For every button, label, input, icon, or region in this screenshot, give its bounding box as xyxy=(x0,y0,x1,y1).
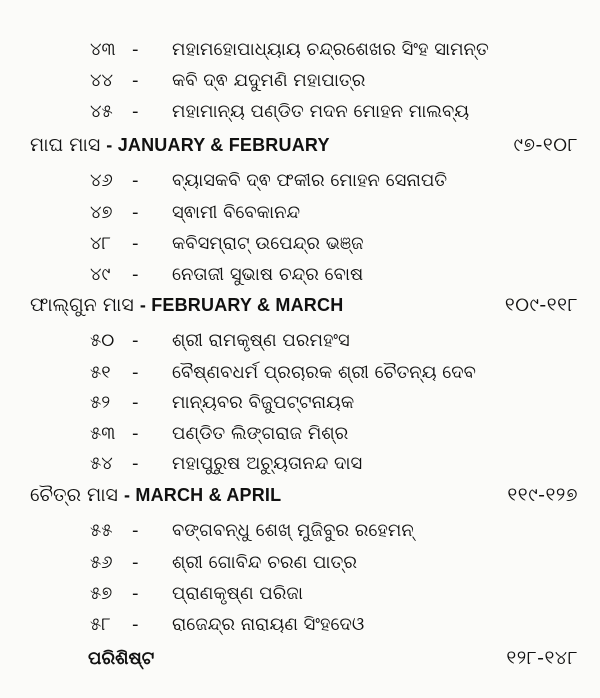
entry-dash: - xyxy=(132,519,139,541)
section-title-odia: ଚୈତ୍ର ମାସ xyxy=(30,484,118,506)
entry-dash: - xyxy=(132,201,139,223)
entry-number: ୫୨ xyxy=(90,391,111,413)
entry-number: ୪୬ xyxy=(90,169,113,191)
entry-title: ମହାପୁରୁଷ ଅଚ୍ୟୁତାନନ୍ଦ ଦାସ xyxy=(172,452,363,474)
entry-number: ୪୩ xyxy=(90,38,116,60)
section-page-range: ୧୧୯-୧୨୭ xyxy=(507,484,578,506)
entry-number: ୫୧ xyxy=(90,361,111,383)
entry-title: ବୈଷ୍ଣବଧର୍ମ ପ୍ରଚାରକ ଶ୍ରୀ ଚୈତନ୍ୟ ଦେବ xyxy=(172,361,476,383)
entry-number: ୪୭ xyxy=(90,201,113,223)
toc-entry xyxy=(90,324,350,356)
entry-dash: - xyxy=(132,361,139,383)
entry-dash: - xyxy=(132,391,139,413)
entry-title: ନେତାଜୀ ସୁଭାଷ ଚନ୍ଦ୍ର ବୋଷ xyxy=(172,263,364,285)
entry-title: ପ୍ରାଣକୃଷ୍ଣ ପରିଜା xyxy=(172,582,303,604)
toc-entry xyxy=(90,356,476,388)
section-title-odia: ଫାଲ୍‌ଗୁନ ମାସ xyxy=(30,294,134,316)
entry-dash: - xyxy=(132,100,139,122)
entry-dash: - xyxy=(132,169,139,191)
section-title-english: - JANUARY & FEBRUARY xyxy=(106,135,330,155)
toc-entry xyxy=(90,546,357,578)
entry-number: ୫୫ xyxy=(90,519,113,541)
entry-title: କବିସମ୍ରାଟ୍ ଉପେନ୍ଦ୍ର ଭଞ୍ଜ xyxy=(172,232,364,254)
entry-title: ବ୍ୟାସକବି ଦ୍ଵ ଫକୀର ମୋହନ ସେନାପତି xyxy=(172,169,448,191)
toc-entry xyxy=(90,164,447,196)
toc-entry xyxy=(90,447,362,479)
section-page-range: ୯୭-୧୦୮ xyxy=(513,134,578,156)
appendix-page-range: ୧୨୮-୧୪୮ xyxy=(506,647,578,669)
entry-title: ଶ୍ରୀ ଗୋବିନ୍ଦ ଚରଣ ପାତ୍ର xyxy=(172,551,358,573)
entry-dash: - xyxy=(132,263,139,285)
toc-entry xyxy=(90,64,365,96)
section-heading-phalguna xyxy=(30,287,578,323)
entry-title: ମହାମାନ୍ୟ ପଣ୍ଡିତ ମଦନ ମୋହନ ମାଲବ୍ୟ xyxy=(172,100,470,122)
entry-number: ୪୫ xyxy=(90,100,113,122)
entry-title: ଶ୍ରୀ ରାମକୃଷ୍ଣ ପରମହଂସ xyxy=(172,329,350,351)
entry-dash: - xyxy=(132,582,139,604)
toc-entry xyxy=(90,386,354,418)
entry-title: କବି ଦ୍ଵ ଯଦୁମଣି ମହାପାତ୍ର xyxy=(172,69,366,91)
entry-dash: - xyxy=(132,69,139,91)
entry-dash: - xyxy=(132,422,139,444)
entry-dash: - xyxy=(132,38,139,60)
section-title-english: - FEBRUARY & MARCH xyxy=(139,295,344,315)
entry-number: ୪୪ xyxy=(90,69,114,91)
entry-dash: - xyxy=(132,551,139,573)
section-title xyxy=(30,484,281,506)
entry-title: ମହାମହୋପାଧ୍ୟାୟ ଚନ୍ଦ୍ରଶେଖର ସିଂହ ସାମନ୍ତ xyxy=(172,38,489,60)
entry-title: ବଙ୍ଗବନ୍ଧୁ ଶେଖ୍ ମୁଜିବୁର ରହେମନ୍ xyxy=(172,519,414,541)
appendix-row xyxy=(88,640,578,676)
section-title xyxy=(30,294,343,316)
toc-entry xyxy=(90,514,414,546)
entry-title: ରାଜେନ୍ଦ୍ର ନାରାୟଣ ସିଂହଦେଓ xyxy=(172,613,365,635)
toc-entry xyxy=(90,577,303,609)
entry-title: ସ୍ଵାମୀ ବିବେକାନନ୍ଦ xyxy=(172,201,301,223)
entry-dash: - xyxy=(132,232,139,254)
entry-dash: - xyxy=(132,613,139,635)
entry-number: ୪୮ xyxy=(90,232,111,254)
entry-number: ୫୪ xyxy=(90,452,113,474)
toc-entry xyxy=(90,417,348,449)
section-heading-chaitra xyxy=(30,477,578,513)
section-title-odia: ମାଘ ମାସ xyxy=(30,134,101,156)
entry-title: ମାନ୍ୟବର ବିଜୁପଟ୍ଟନାୟକ xyxy=(172,391,355,413)
entry-dash: - xyxy=(132,452,139,474)
entry-dash: - xyxy=(132,329,139,351)
toc-entry xyxy=(90,33,489,65)
entry-number: ୫୦ xyxy=(90,329,115,351)
toc-entry xyxy=(90,258,363,290)
section-title xyxy=(30,134,330,156)
toc-entry xyxy=(90,227,364,259)
section-title-english: - MARCH & APRIL xyxy=(124,485,282,505)
toc-entry xyxy=(90,196,300,228)
entry-number: ୫୭ xyxy=(90,582,113,604)
entry-number: ୫୬ xyxy=(90,551,113,573)
entry-number: ୫୮ xyxy=(90,613,111,635)
entry-number: ୪୯ xyxy=(90,263,111,285)
toc-entry xyxy=(90,608,364,640)
appendix-title: ପରିଶିଷ୍ଟ xyxy=(88,647,155,669)
section-heading-magha xyxy=(30,127,578,163)
toc-entry xyxy=(90,95,469,127)
section-page-range: ୧୦୯-୧୧୮ xyxy=(504,294,578,316)
entry-number: ୫୩ xyxy=(90,422,116,444)
entry-title: ପଣ୍ଡିତ ଲିଙ୍ଗରାଜ ମିଶ୍ର xyxy=(172,422,349,444)
